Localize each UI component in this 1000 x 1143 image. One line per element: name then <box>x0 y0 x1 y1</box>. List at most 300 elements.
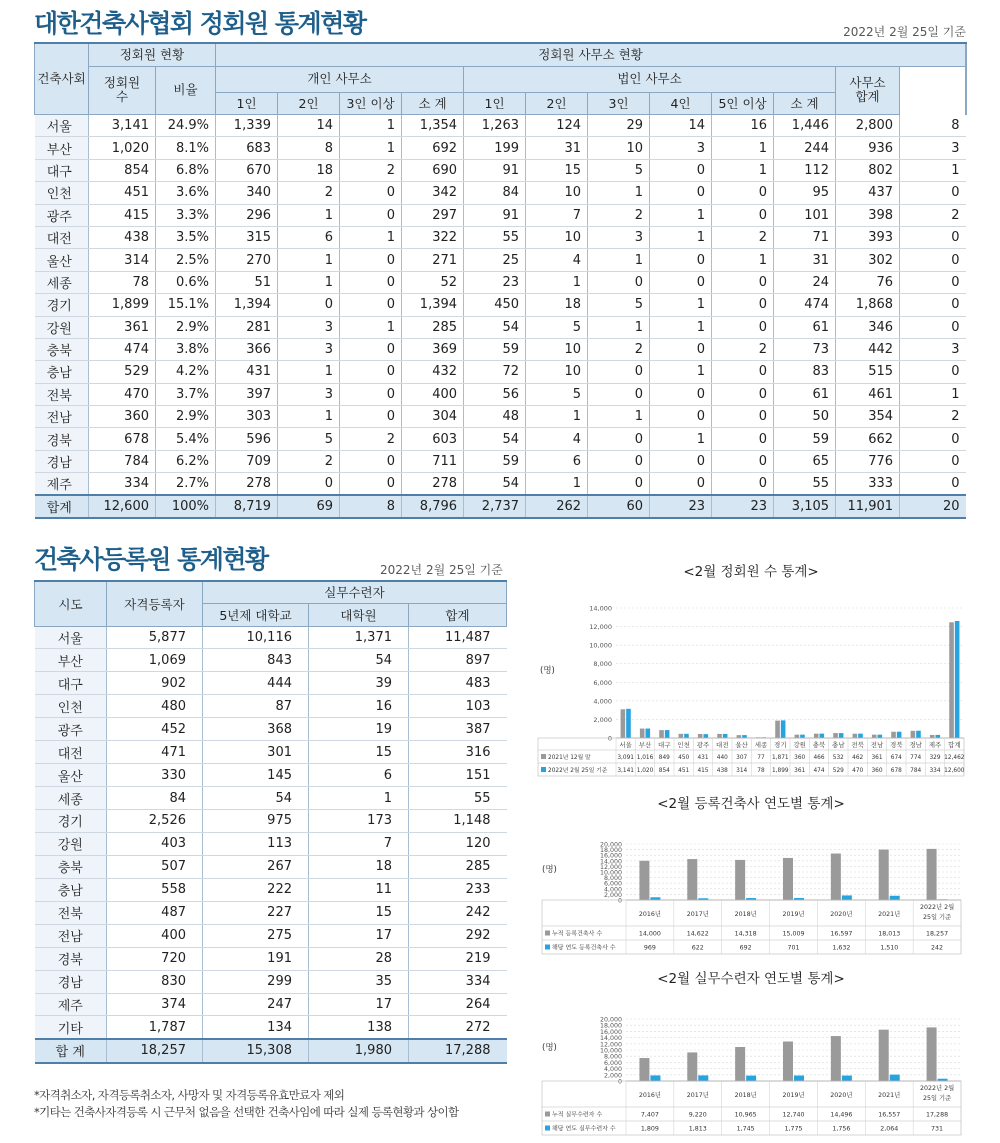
bar <box>800 735 805 738</box>
table-row <box>35 695 507 718</box>
value-cell: 507 <box>107 855 203 878</box>
value-cell: 438 <box>89 226 156 248</box>
value-cell: 2.9% <box>156 406 216 428</box>
category-label: 2022년 2월 <box>919 1085 955 1092</box>
value-cell: 776 <box>836 450 900 472</box>
bar <box>639 861 649 900</box>
header-member-count: 정회원 수 <box>89 66 156 115</box>
header-corporate-col: 4인 <box>650 93 712 115</box>
data-label: 361 <box>794 768 806 774</box>
value-cell: 0 <box>900 271 966 293</box>
value-cell: 1 <box>650 361 712 383</box>
value-cell: 843 <box>203 649 309 672</box>
data-label: 1,510 <box>880 944 899 952</box>
value-cell: 709 <box>216 450 278 472</box>
total-cell: 12,600 <box>89 495 156 518</box>
category-label: 부산 <box>638 741 652 749</box>
value-cell: 0 <box>650 473 712 495</box>
value-cell: 3,141 <box>89 115 156 137</box>
y-axis-label: (명) <box>540 666 555 676</box>
value-cell: 297 <box>402 204 464 226</box>
value-cell: 2,800 <box>836 115 900 137</box>
value-cell: 1,148 <box>409 810 507 833</box>
value-cell: 0 <box>650 159 712 181</box>
value-cell: 5 <box>588 294 650 316</box>
data-label: 431 <box>697 755 709 761</box>
data-label: 14,496 <box>830 1111 853 1119</box>
value-cell: 431 <box>216 361 278 383</box>
value-cell: 0 <box>900 450 966 472</box>
region-cell: 부산 <box>35 649 107 672</box>
value-cell: 24 <box>774 271 836 293</box>
value-cell: 222 <box>203 878 309 901</box>
value-cell: 2.5% <box>156 249 216 271</box>
value-cell: 670 <box>216 159 278 181</box>
bar <box>640 729 645 738</box>
category-label: 제주 <box>928 741 942 749</box>
category-label: 대전 <box>716 741 729 749</box>
total-cell: 20 <box>900 495 966 518</box>
category-label: 25일 기준 <box>922 914 952 921</box>
member-count-chart-svg <box>536 580 966 774</box>
region-cell: 제주 <box>35 993 107 1016</box>
value-cell: 18 <box>309 855 409 878</box>
category-label: 2016년 <box>638 1092 661 1099</box>
table-row <box>35 428 967 450</box>
region-cell: 경북 <box>35 947 107 970</box>
y-tick-label: 14,000 <box>599 858 622 866</box>
total-cell: 17,288 <box>409 1039 507 1063</box>
region-cell: 강원 <box>35 316 89 338</box>
value-cell: 0 <box>340 182 402 204</box>
value-cell: 802 <box>836 159 900 181</box>
data-label: 314 <box>736 768 748 774</box>
data-label: 360 <box>794 755 806 761</box>
value-cell: 3.3% <box>156 204 216 226</box>
region-cell: 세종 <box>35 271 89 293</box>
value-cell: 39 <box>309 672 409 695</box>
bar <box>781 720 786 738</box>
data-label: 854 <box>658 768 670 774</box>
header-trainee: 실무수련자 <box>203 581 507 603</box>
data-label: 1,745 <box>736 1125 755 1133</box>
value-cell: 5 <box>526 383 588 405</box>
value-cell: 11,487 <box>409 626 507 649</box>
value-cell: 3 <box>900 338 966 360</box>
value-cell: 603 <box>402 428 464 450</box>
value-cell: 6.8% <box>156 159 216 181</box>
total-cell: 23 <box>712 495 774 518</box>
y-axis-label: (명) <box>542 1043 557 1053</box>
bar <box>698 1075 708 1081</box>
chart-title: <2월 등록건축사 연도별 통계> <box>657 796 845 812</box>
category-label: 경남 <box>909 741 922 749</box>
category-label: 강원 <box>793 741 806 749</box>
value-cell: 267 <box>203 855 309 878</box>
member-count-chart <box>536 560 966 774</box>
legend-swatch <box>541 754 546 759</box>
y-tick-label: 12,000 <box>599 863 622 871</box>
total-row <box>35 495 967 518</box>
bar <box>650 1075 660 1081</box>
value-cell: 2 <box>712 226 774 248</box>
value-cell: 0 <box>712 182 774 204</box>
header-personal-col: 소 계 <box>402 93 464 115</box>
y-tick-label: 10,000 <box>599 869 622 877</box>
value-cell: 10 <box>526 338 588 360</box>
value-cell: 1,787 <box>107 1016 203 1039</box>
value-cell: 0 <box>588 271 650 293</box>
bar <box>684 734 689 738</box>
y-tick-label: 0 <box>607 734 612 743</box>
value-cell: 678 <box>89 428 156 450</box>
data-label: 10,965 <box>734 1111 757 1119</box>
y-tick-label: 4,000 <box>593 697 612 706</box>
bar <box>687 859 697 900</box>
value-cell: 65 <box>774 450 836 472</box>
value-cell: 720 <box>107 947 203 970</box>
value-cell: 173 <box>309 810 409 833</box>
data-label: 12,740 <box>782 1111 805 1119</box>
category-label: 2021년 <box>878 1092 901 1099</box>
y-tick-label: 4,000 <box>603 886 622 894</box>
y-tick-label: 2,000 <box>603 1072 622 1080</box>
value-cell: 0 <box>650 406 712 428</box>
value-cell: 374 <box>107 993 203 1016</box>
data-label: 18,013 <box>878 930 901 938</box>
value-cell: 369 <box>402 338 464 360</box>
region-cell: 세종 <box>35 787 107 810</box>
region-cell: 경기 <box>35 294 89 316</box>
value-cell: 8 <box>278 137 340 159</box>
data-label: 1,756 <box>832 1125 851 1133</box>
value-cell: 15.1% <box>156 294 216 316</box>
value-cell: 7 <box>309 832 409 855</box>
header-office-total: 사무소 합계 <box>836 66 900 115</box>
value-cell: 55 <box>464 226 526 248</box>
y-tick-label: 0 <box>617 1078 622 1086</box>
category-label: 대구 <box>658 741 671 749</box>
value-cell: 1 <box>588 182 650 204</box>
table-row <box>35 249 967 271</box>
bar <box>717 734 722 738</box>
header-corporate-col: 소 계 <box>774 93 836 115</box>
value-cell: 5,877 <box>107 626 203 649</box>
value-cell: 316 <box>409 741 507 764</box>
bar <box>879 1030 889 1081</box>
value-cell: 1 <box>650 428 712 450</box>
value-cell: 6 <box>309 764 409 787</box>
value-cell: 2 <box>340 428 402 450</box>
y-tick-label: 20,000 <box>599 1016 622 1024</box>
data-label: 3,141 <box>617 768 634 774</box>
value-cell: 0 <box>340 361 402 383</box>
y-axis-label: (명) <box>542 865 557 875</box>
category-label: 2021년 <box>878 911 901 918</box>
category-label: 서울 <box>619 741 632 749</box>
header-trainee-col: 대학원 <box>309 603 409 626</box>
value-cell: 902 <box>107 672 203 695</box>
table-row <box>35 316 967 338</box>
table-row <box>35 832 507 855</box>
category-label: 충남 <box>832 741 845 749</box>
value-cell: 854 <box>89 159 156 181</box>
value-cell: 227 <box>203 901 309 924</box>
value-cell: 2 <box>900 204 966 226</box>
value-cell: 415 <box>89 204 156 226</box>
value-cell: 28 <box>309 947 409 970</box>
bar <box>795 735 800 738</box>
region-cell: 경남 <box>35 970 107 993</box>
value-cell: 3.8% <box>156 338 216 360</box>
chart-title: <2월 실무수련자 연도별 통계> <box>657 971 845 987</box>
chart-title: <2월 정회원 수 통계> <box>683 564 819 580</box>
value-cell: 662 <box>836 428 900 450</box>
value-cell: 6.2% <box>156 450 216 472</box>
value-cell: 272 <box>409 1016 507 1039</box>
bar <box>890 896 900 900</box>
total-cell: 8,719 <box>216 495 278 518</box>
region-cell: 인천 <box>35 182 89 204</box>
table-row <box>35 787 507 810</box>
trainees-chart-svg <box>536 987 966 1139</box>
value-cell: 393 <box>836 226 900 248</box>
category-label: 경북 <box>890 741 903 749</box>
value-cell: 474 <box>89 338 156 360</box>
value-cell: 285 <box>402 316 464 338</box>
value-cell: 1,394 <box>402 294 464 316</box>
bar <box>872 735 877 738</box>
category-label: 25일 기준 <box>922 1095 952 1102</box>
bar <box>746 1076 756 1081</box>
data-label: 532 <box>832 755 844 761</box>
value-cell: 103 <box>409 695 507 718</box>
legend-label: 해당 연도 등록건축사 수 <box>552 944 616 952</box>
data-label: 1,813 <box>688 1125 707 1133</box>
value-cell: 16 <box>309 695 409 718</box>
data-label: 692 <box>739 944 752 952</box>
data-label: 1,871 <box>772 755 789 761</box>
data-label: 701 <box>787 944 800 952</box>
value-cell: 0 <box>340 249 402 271</box>
value-cell: 0 <box>588 361 650 383</box>
category-label: 2020년 <box>830 911 853 918</box>
value-cell: 16 <box>712 115 774 137</box>
value-cell: 2 <box>712 338 774 360</box>
header-no-office <box>966 43 967 115</box>
value-cell: 134 <box>203 1016 309 1039</box>
y-tick-label: 6,000 <box>603 880 622 888</box>
header-member-status: 정회원 현황 <box>89 43 216 66</box>
value-cell: 23 <box>464 271 526 293</box>
header-personal-col: 1인 <box>216 93 278 115</box>
header-corporate-col: 2인 <box>526 93 588 115</box>
value-cell: 5.4% <box>156 428 216 450</box>
value-cell: 0 <box>650 182 712 204</box>
value-cell: 400 <box>107 924 203 947</box>
value-cell: 55 <box>774 473 836 495</box>
bar <box>621 709 626 738</box>
value-cell: 1 <box>650 294 712 316</box>
category-label: 충북 <box>812 741 826 749</box>
table-row <box>35 271 967 293</box>
value-cell: 0 <box>712 271 774 293</box>
value-cell: 50 <box>774 406 836 428</box>
table-row <box>35 226 967 248</box>
data-label: 1,632 <box>832 944 851 952</box>
value-cell: 0 <box>712 294 774 316</box>
value-cell: 1,446 <box>774 115 836 137</box>
total-cell: 3,105 <box>774 495 836 518</box>
value-cell: 0 <box>340 450 402 472</box>
value-cell: 8 <box>900 115 966 137</box>
data-label: 451 <box>678 768 690 774</box>
reference-date: 2022년 2월 25일 기준 <box>843 25 966 39</box>
data-label: 242 <box>931 944 944 952</box>
category-label: 인천 <box>677 741 690 749</box>
y-tick-label: 20,000 <box>599 841 622 849</box>
data-label: 16,597 <box>830 930 853 938</box>
y-tick-label: 10,000 <box>589 641 612 650</box>
region-cell: 충남 <box>35 878 107 901</box>
value-cell: 0 <box>712 361 774 383</box>
bar <box>704 734 709 738</box>
table-row <box>35 924 507 947</box>
value-cell: 48 <box>464 406 526 428</box>
table-row <box>35 672 507 695</box>
total-cell: 11,901 <box>836 495 900 518</box>
bar <box>949 622 954 738</box>
value-cell: 301 <box>203 741 309 764</box>
value-cell: 361 <box>89 316 156 338</box>
value-cell: 487 <box>107 901 203 924</box>
value-cell: 1 <box>712 137 774 159</box>
value-cell: 1,354 <box>402 115 464 137</box>
region-cell: 인천 <box>35 695 107 718</box>
value-cell: 692 <box>402 137 464 159</box>
value-cell: 1 <box>900 383 966 405</box>
bar <box>698 734 703 738</box>
bar <box>646 729 651 738</box>
bar <box>916 731 921 738</box>
bar <box>723 734 728 738</box>
data-label: 1,775 <box>784 1125 803 1133</box>
value-cell: 51 <box>216 271 278 293</box>
data-label: 329 <box>929 755 941 761</box>
total-row <box>35 1039 507 1063</box>
data-label: 77 <box>757 755 765 761</box>
bar <box>737 735 742 738</box>
data-label: 462 <box>852 755 864 761</box>
region-cell: 기타 <box>35 1016 107 1039</box>
value-cell: 432 <box>402 361 464 383</box>
bar <box>842 895 852 900</box>
y-tick-label: 14,000 <box>589 604 612 613</box>
value-cell: 0 <box>650 249 712 271</box>
value-cell: 1,069 <box>107 649 203 672</box>
value-cell: 1,263 <box>464 115 526 137</box>
value-cell: 3 <box>650 137 712 159</box>
data-label: 440 <box>716 755 728 761</box>
value-cell: 3 <box>278 338 340 360</box>
region-cell: 대전 <box>35 226 89 248</box>
value-cell: 1 <box>650 226 712 248</box>
value-cell: 1 <box>278 204 340 226</box>
table-row <box>35 115 967 137</box>
category-label: 전북 <box>851 741 864 749</box>
value-cell: 191 <box>203 947 309 970</box>
value-cell: 271 <box>402 249 464 271</box>
value-cell: 2,526 <box>107 810 203 833</box>
table-row <box>35 878 507 901</box>
category-label: 2017년 <box>686 1092 709 1099</box>
y-tick-label: 18,000 <box>599 847 622 855</box>
table-row <box>35 718 507 741</box>
value-cell: 72 <box>464 361 526 383</box>
value-cell: 5 <box>278 428 340 450</box>
value-cell: 55 <box>409 787 507 810</box>
table-row <box>35 993 507 1016</box>
value-cell: 2 <box>588 338 650 360</box>
value-cell: 15 <box>526 159 588 181</box>
bar <box>665 730 670 738</box>
footnote: *기타는 건축사자격등록 시 근무처 없음을 선택한 건축사임에 따라 실제 등록현황과 상이함 <box>34 1105 459 1119</box>
table-row <box>35 970 507 993</box>
value-cell: 437 <box>836 182 900 204</box>
data-label: 466 <box>813 755 825 761</box>
footnote: *자격취소자, 자격등록취소자, 사망자 및 자격등록유효만료자 제외 <box>34 1088 345 1102</box>
value-cell: 3.7% <box>156 383 216 405</box>
data-label: 622 <box>691 944 704 952</box>
value-cell: 1 <box>588 249 650 271</box>
value-cell: 17 <box>309 924 409 947</box>
value-cell: 1 <box>309 787 409 810</box>
header-personal-office: 개인 사무소 <box>216 66 464 93</box>
table-row <box>35 764 507 787</box>
total-cell: 15,308 <box>203 1039 309 1063</box>
y-tick-label: 16,000 <box>599 1028 622 1036</box>
bar <box>955 621 960 738</box>
value-cell: 112 <box>774 159 836 181</box>
y-tick-label: 18,000 <box>599 1022 622 1030</box>
value-cell: 1 <box>340 226 402 248</box>
data-label: 969 <box>643 944 656 952</box>
bar <box>891 732 896 738</box>
data-label: 16,557 <box>878 1111 901 1119</box>
bar <box>831 1036 841 1081</box>
value-cell: 24.9% <box>156 115 216 137</box>
bar <box>878 735 883 738</box>
value-cell: 296 <box>216 204 278 226</box>
value-cell: 0 <box>278 294 340 316</box>
value-cell: 1 <box>340 316 402 338</box>
data-label: 1,809 <box>640 1125 659 1133</box>
value-cell: 1,371 <box>309 626 409 649</box>
value-cell: 1,020 <box>89 137 156 159</box>
value-cell: 2 <box>340 159 402 181</box>
bar <box>911 731 916 738</box>
value-cell: 3.5% <box>156 226 216 248</box>
value-cell: 91 <box>464 204 526 226</box>
bar <box>783 858 793 900</box>
bar <box>936 735 941 738</box>
value-cell: 3 <box>588 226 650 248</box>
value-cell: 6 <box>278 226 340 248</box>
value-cell: 1 <box>278 361 340 383</box>
category-label: 2017년 <box>686 911 709 918</box>
table-row <box>35 338 967 360</box>
value-cell: 1 <box>650 204 712 226</box>
